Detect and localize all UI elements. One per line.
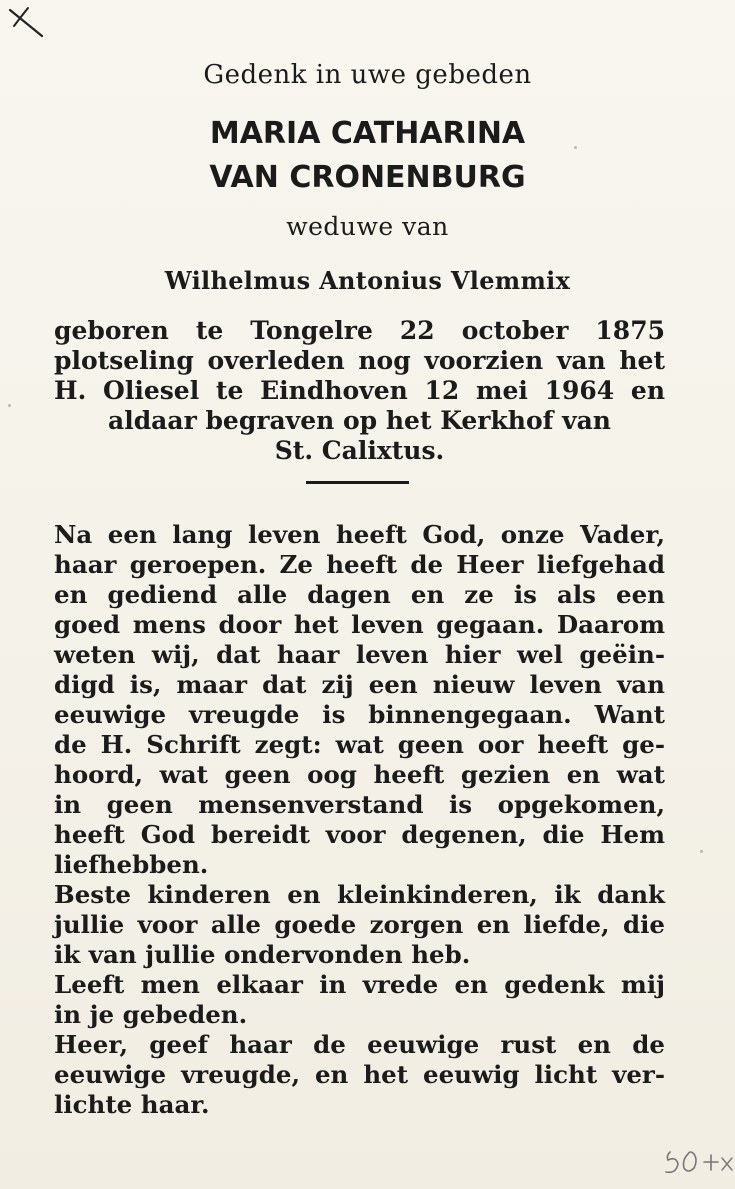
husband-name: Wilhelmus Antonius Vlemmix [164, 266, 571, 295]
text-line: ik van jullie ondervonden heb. [54, 940, 471, 969]
name-line: MARIA CATHARINA [209, 116, 526, 151]
text-line: liefhebben. [54, 850, 209, 879]
text-line: lichte haar. [54, 1090, 210, 1119]
paper-speck [700, 850, 703, 853]
handwritten-pencil-note [660, 1140, 735, 1185]
handwritten-x-mark [6, 4, 46, 40]
life-facts [54, 316, 665, 466]
text-line: Heer, geef haar de eeuwige rust en de [54, 1030, 665, 1059]
facts-line: aldaar begraven op het Kerkhof van [108, 406, 611, 435]
text-line: eeuwige vreugde, en het eeuwig licht ver- [54, 1060, 665, 1089]
facts-line: St. Calixtus. [274, 436, 445, 465]
facts-line: H. Oliesel te Eindhoven 12 mei 1964 en [54, 376, 665, 405]
text-line: heeft God bereidt voor degenen, die Hem [54, 820, 665, 849]
facts-line: geboren te Tongelre 22 october 1875 [54, 316, 665, 345]
text-line: in geen mensenverstand is opgekomen, [54, 790, 665, 819]
divider-rule [306, 481, 409, 484]
paper-speck [8, 404, 11, 407]
name-line: VAN CRONENBURG [209, 160, 526, 195]
paper-speck [574, 146, 577, 149]
text-line: jullie voor alle goede zorgen en liefde, die [54, 910, 665, 939]
text-line: weten wij, dat haar leven hier wel geëin- [54, 640, 665, 669]
deceased-name [0, 112, 735, 200]
memorial-text [54, 520, 665, 1120]
intro-line: Gedenk in uwe gebeden [203, 60, 532, 90]
text-line: de H. Schrift zegt: wat geen oor heeft ge- [54, 730, 665, 759]
text-line: Beste kinderen en kleinkinderen, ik dank [54, 880, 665, 909]
facts-line: plotseling overleden nog voorzien van het [54, 346, 665, 375]
text-line: Na een lang leven heeft God, onze Vader, [54, 520, 665, 549]
text-line: hoord, wat geen oog heeft gezien en wat [54, 760, 665, 789]
text-line: Leeft men elkaar in vrede en gedenk mij [54, 970, 665, 999]
widow-of-line: weduwe van [286, 212, 449, 241]
text-line: digd is, maar dat zij een nieuw leven van [54, 670, 665, 699]
text-line: haar geroepen. Ze heeft de Heer liefgehad [54, 550, 665, 579]
text-line: in je gebeden. [54, 1000, 248, 1029]
text-line: en gediend alle dagen en ze is als een [54, 580, 665, 609]
text-line: eeuwige vreugde is binnengegaan. Want [54, 700, 665, 729]
text-line: goed mens door het leven gegaan. Daarom [54, 610, 665, 639]
